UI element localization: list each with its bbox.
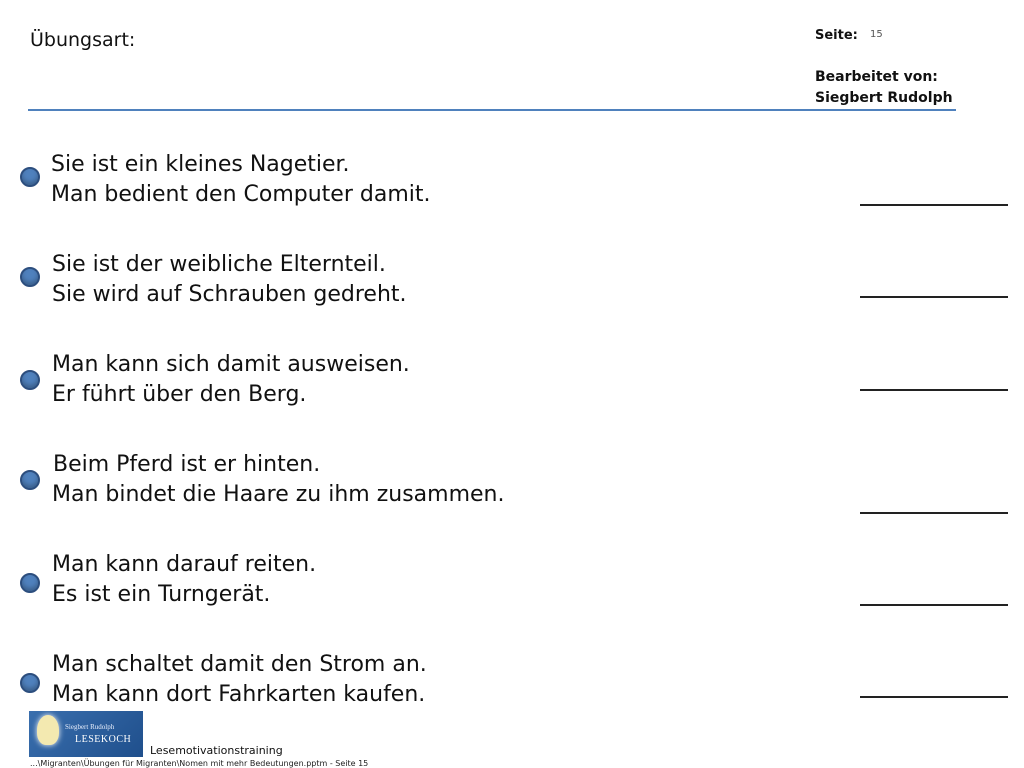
answer-blank[interactable]	[860, 389, 1008, 391]
footer-title: Lesemotivationstraining	[150, 744, 283, 757]
clue-line-2: Man kann dort Fahrkarten kaufen.	[52, 682, 426, 707]
lightbulb-icon	[37, 715, 59, 745]
author-name: Siegbert Rudolph	[815, 90, 953, 106]
clue-line-2: Sie wird auf Schrauben gedreht.	[52, 282, 407, 307]
exercise-item	[0, 250, 1024, 320]
bullet-icon[interactable]	[20, 167, 40, 187]
clue-line-1: Sie ist ein kleines Nagetier.	[51, 152, 350, 177]
clue-line-1: Sie ist der weibliche Elternteil.	[52, 252, 386, 277]
answer-blank[interactable]	[860, 204, 1008, 206]
page-number: 15	[870, 29, 883, 40]
header-divider	[28, 109, 956, 111]
answer-blank[interactable]	[860, 604, 1008, 606]
exercise-item	[0, 350, 1024, 420]
logo-brand: LESEKOCH	[75, 734, 132, 745]
bullet-icon[interactable]	[20, 267, 40, 287]
clue-line-2: Er führt über den Berg.	[52, 382, 307, 407]
answer-blank[interactable]	[860, 696, 1008, 698]
clue-line-1: Beim Pferd ist er hinten.	[53, 452, 321, 477]
clue-line-1: Man kann darauf reiten.	[52, 552, 317, 577]
clue-line-1: Man schaltet damit den Strom an.	[52, 652, 427, 677]
bullet-icon[interactable]	[20, 573, 40, 593]
edited-by-label: Bearbeitet von:	[815, 69, 938, 85]
answer-blank[interactable]	[860, 296, 1008, 298]
clue-line-2: Es ist ein Turngerät.	[52, 582, 271, 607]
bullet-icon[interactable]	[20, 673, 40, 693]
bullet-icon[interactable]	[20, 470, 40, 490]
bullet-icon[interactable]	[20, 370, 40, 390]
exercise-item	[0, 450, 1024, 520]
lesekoch-logo	[29, 711, 143, 757]
clue-line-2: Man bindet die Haare zu ihm zusammen.	[52, 482, 505, 507]
exercise-item	[0, 150, 1024, 220]
clue-line-2: Man bedient den Computer damit.	[51, 182, 431, 207]
footer-file-path: ...\Migranten\Übungen für Migranten\Nomen mit mehr Bedeutungen.pptm - Seite 15	[30, 759, 369, 768]
answer-blank[interactable]	[860, 512, 1008, 514]
exercise-item	[0, 650, 1024, 720]
page-label: Seite:	[815, 28, 858, 43]
logo-author: Siegbert Rudolph	[65, 723, 115, 731]
exercise-item	[0, 550, 1024, 620]
exercise-type-label: Übungsart:	[30, 29, 136, 51]
clue-line-1: Man kann sich damit ausweisen.	[52, 352, 410, 377]
